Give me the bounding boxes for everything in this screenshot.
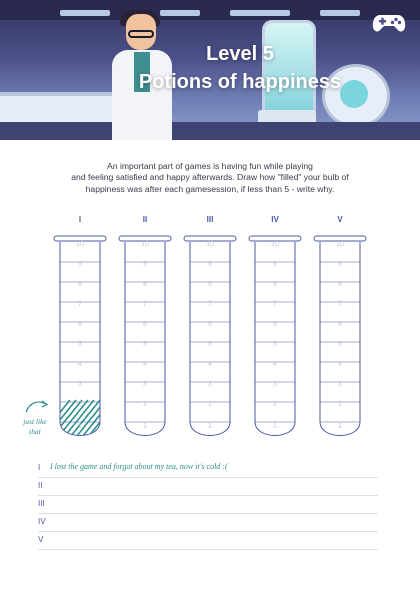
bulb-scale-label: 2 xyxy=(143,401,147,408)
note-row[interactable] xyxy=(38,460,378,478)
bulb-scale-label: 4 xyxy=(273,361,277,368)
bulb-scale-label: 10 xyxy=(336,241,344,248)
scientist-glasses xyxy=(128,30,154,38)
bulb-scale-label: 10 xyxy=(206,241,214,248)
bulb-category-label: II xyxy=(142,215,148,224)
ceiling-light xyxy=(320,10,360,16)
hint-line: just like xyxy=(23,417,47,426)
bulb-scale-label: 9 xyxy=(208,261,212,268)
bulb-scale-label: 10 xyxy=(76,241,84,248)
note-row[interactable] xyxy=(38,496,378,514)
bulb-scale-label: 3 xyxy=(78,381,82,388)
note-row[interactable] xyxy=(38,514,378,532)
bulb-category-label: IV xyxy=(271,215,279,224)
bulb-scale-label: 1 xyxy=(143,423,147,430)
lab-floor xyxy=(0,122,420,140)
bulb-scale-label: 6 xyxy=(338,321,342,328)
bulb-scale-label: 1 xyxy=(338,423,342,430)
bulb-scale-label: 10 xyxy=(271,241,279,248)
instruction-line: An important part of games is having fun while playing xyxy=(107,161,313,171)
gamepad-icon xyxy=(372,12,406,34)
bulb-scale-label: 7 xyxy=(208,301,212,308)
bulb-category-label: V xyxy=(337,215,343,224)
bulb-scale-label: 7 xyxy=(143,301,147,308)
bulb-scale-label: 7 xyxy=(273,301,277,308)
bulb-scale-label: 8 xyxy=(143,281,147,288)
bulb-scale-label: 7 xyxy=(338,301,342,308)
header-illustration xyxy=(0,0,420,140)
bulb-scale-label: 8 xyxy=(338,281,342,288)
instruction-line: happiness was after each gamesession, if less than 5 - write why. xyxy=(85,183,335,194)
page-subtitle: Potions of happiness xyxy=(138,71,342,93)
instruction-line: and feeling satisfied and happy afterwards. Draw how "filled" your bulb of xyxy=(71,172,349,183)
bulb-scale-label: 2 xyxy=(208,401,212,408)
ceiling-light xyxy=(230,10,290,16)
bulb-scale-label: 1 xyxy=(208,423,212,430)
bulb-scale-label: 9 xyxy=(143,261,147,268)
bulb-scale-label: 4 xyxy=(338,361,342,368)
note-label: III xyxy=(38,499,45,508)
bulb-scale-label: 8 xyxy=(273,281,277,288)
bulb-scale-label: 8 xyxy=(78,281,82,288)
bulb-scale-label: 1 xyxy=(273,423,277,430)
bulb-scale-label: 6 xyxy=(143,321,147,328)
bulb-scale-label: 4 xyxy=(208,361,212,368)
bulb-scale-label: 6 xyxy=(78,321,82,328)
bulb-scale-label: 10 xyxy=(141,241,149,248)
bulb-scale-label: 6 xyxy=(273,321,277,328)
bulb-scale-label: 5 xyxy=(78,341,82,348)
bulb-scale-label: 2 xyxy=(338,401,342,408)
bulb-scale-label: 3 xyxy=(273,381,277,388)
bulb-scale-label: 4 xyxy=(143,361,147,368)
bulb-scale-label: 3 xyxy=(338,381,342,388)
notes-list xyxy=(38,460,378,550)
bulb-scale-label: 3 xyxy=(208,381,212,388)
bulb-scale-label: 2 xyxy=(273,401,277,408)
note-row[interactable] xyxy=(38,478,378,496)
note-label: IV xyxy=(38,517,46,526)
note-label: I xyxy=(38,463,41,472)
bulb-scale-label: 4 xyxy=(78,361,82,368)
bulb-category-label: I xyxy=(78,215,82,224)
page-title: Level 5 xyxy=(206,43,274,65)
ceiling-light xyxy=(60,10,110,16)
bulb-scale-label: 9 xyxy=(273,261,277,268)
hint-line: that xyxy=(29,427,41,436)
bulb-scale-label: 1 xyxy=(78,423,82,430)
bulb-scale-label: 2 xyxy=(78,401,82,408)
note-row[interactable] xyxy=(38,532,378,550)
note-label: II xyxy=(38,481,43,490)
example-hint xyxy=(18,417,52,437)
bulb-scale-label: 5 xyxy=(143,341,147,348)
note-label: V xyxy=(38,535,44,544)
bulb-scale-label: 6 xyxy=(208,321,212,328)
bulb-scale-label: 5 xyxy=(273,341,277,348)
title-block xyxy=(110,40,370,96)
bulb-scale-label: 5 xyxy=(338,341,342,348)
bulb-scale-label: 7 xyxy=(78,301,82,308)
note-text[interactable]: I lost the game and forgot about my tea, now it's cold :( xyxy=(50,462,228,471)
happiness-bulbs-chart xyxy=(0,210,420,450)
bulb-scale-label: 5 xyxy=(208,341,212,348)
bulb-scale-label: 8 xyxy=(208,281,212,288)
bulb-category-label: III xyxy=(206,215,214,224)
bulb-scale-label: 9 xyxy=(338,261,342,268)
bulb-scale-label: 9 xyxy=(78,261,82,268)
instructions xyxy=(40,161,380,195)
bulb-scale-label: 3 xyxy=(143,381,147,388)
